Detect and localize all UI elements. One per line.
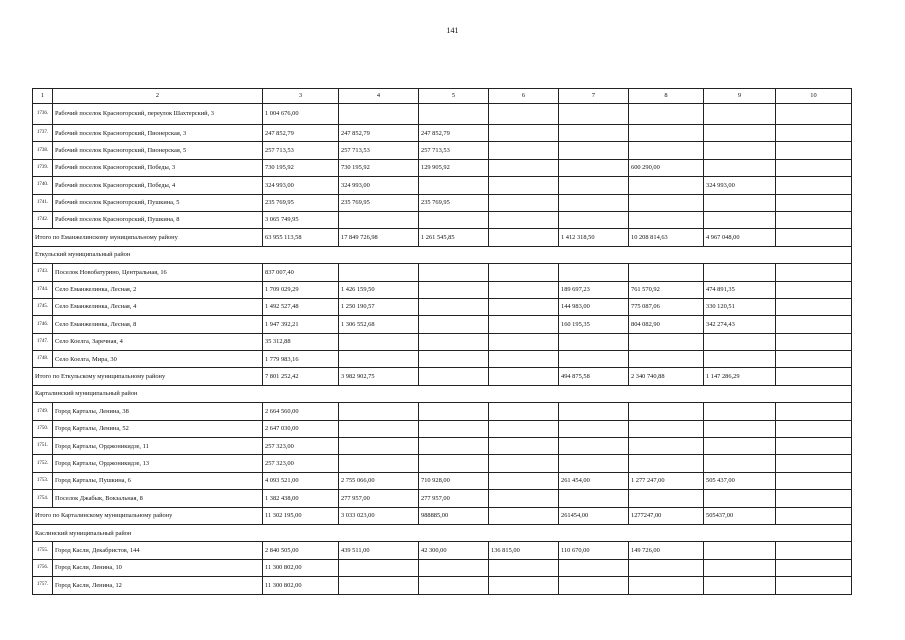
value-cell <box>704 420 776 437</box>
table-row <box>33 403 852 420</box>
table-row <box>33 142 852 159</box>
value-cell: 439 511,00 <box>339 542 419 559</box>
header-cell: 7 <box>559 89 629 104</box>
total-value-cell: 1 147 286,29 <box>704 368 776 385</box>
header-cell: 6 <box>489 89 559 104</box>
value-cell <box>704 559 776 576</box>
header-cell: 4 <box>339 89 419 104</box>
value-cell <box>559 177 629 194</box>
value-cell <box>339 455 419 472</box>
value-cell <box>489 159 559 176</box>
value-cell <box>489 281 559 298</box>
total-value-cell: 494 875,58 <box>559 368 629 385</box>
address-cell: Село Коелга, Мира, 30 <box>53 351 263 368</box>
value-cell: 257 713,53 <box>339 142 419 159</box>
value-cell <box>704 403 776 420</box>
value-cell <box>419 559 489 576</box>
value-cell <box>776 142 852 159</box>
table-row <box>33 542 852 559</box>
value-cell: 247 852,79 <box>419 125 489 142</box>
value-cell <box>339 104 419 125</box>
value-cell: 804 082,90 <box>629 316 704 333</box>
header-cell: 1 <box>33 89 53 104</box>
value-cell: 600 290,00 <box>629 159 704 176</box>
value-cell: 11 300 802,00 <box>263 559 339 576</box>
address-cell: Рабочий поселок Красногорский, переулок Шахтерский, 3 <box>53 104 263 125</box>
value-cell <box>629 125 704 142</box>
table-row <box>33 420 852 437</box>
total-value-cell: 505437,00 <box>704 507 776 524</box>
value-cell: 1 004 676,00 <box>263 104 339 125</box>
value-cell <box>489 316 559 333</box>
value-cell <box>704 455 776 472</box>
value-cell: 730 195,92 <box>263 159 339 176</box>
total-value-cell: 1277247,00 <box>629 507 704 524</box>
value-cell <box>559 159 629 176</box>
value-cell <box>489 194 559 211</box>
value-cell <box>776 351 852 368</box>
section-title: Карталинский муниципальный район <box>33 385 852 402</box>
value-cell: 2 840 505,00 <box>263 542 339 559</box>
value-cell: 324 993,00 <box>704 177 776 194</box>
table-row <box>33 577 852 594</box>
table-row <box>33 351 852 368</box>
row-number: 1736. <box>33 104 53 125</box>
value-cell <box>704 142 776 159</box>
value-cell <box>339 577 419 594</box>
value-cell: 2 647 030,00 <box>263 420 339 437</box>
header-row <box>33 89 852 104</box>
total-value-cell <box>419 368 489 385</box>
row-number: 1747. <box>33 333 53 350</box>
value-cell: 4 093 521,00 <box>263 472 339 489</box>
value-cell: 235 769,95 <box>339 194 419 211</box>
row-number: 1757. <box>33 577 53 594</box>
value-cell <box>419 420 489 437</box>
section-row <box>33 246 852 263</box>
value-cell <box>629 351 704 368</box>
table-row <box>33 455 852 472</box>
value-cell <box>776 333 852 350</box>
total-label: Итого по Карталинскому муниципальному району <box>33 507 263 524</box>
row-number: 1751. <box>33 438 53 455</box>
value-cell <box>489 559 559 576</box>
table-body <box>33 89 852 595</box>
total-value-cell: 10 208 814,63 <box>629 229 704 246</box>
section-title: Каслинский муниципальный район <box>33 524 852 541</box>
address-cell: Рабочий поселок Красногорский, Пушкина, 8 <box>53 211 263 228</box>
total-value-cell: 261454,00 <box>559 507 629 524</box>
value-cell: 247 852,79 <box>263 125 339 142</box>
value-cell <box>489 125 559 142</box>
value-cell <box>489 104 559 125</box>
row-number: 1742. <box>33 211 53 228</box>
value-cell <box>629 211 704 228</box>
value-cell: 235 769,95 <box>263 194 339 211</box>
value-cell <box>776 438 852 455</box>
address-cell: Село Коелга, Заречная, 4 <box>53 333 263 350</box>
address-cell: Село Еманжелинка, Лесная, 8 <box>53 316 263 333</box>
row-number: 1744. <box>33 281 53 298</box>
header-cell: 5 <box>419 89 489 104</box>
budget-table <box>32 88 852 595</box>
value-cell: 324 993,00 <box>263 177 339 194</box>
row-number: 1738. <box>33 142 53 159</box>
value-cell: 474 891,35 <box>704 281 776 298</box>
header-cell: 8 <box>629 89 704 104</box>
value-cell <box>489 490 559 507</box>
table-row <box>33 281 852 298</box>
value-cell <box>419 316 489 333</box>
row-number: 1750. <box>33 420 53 437</box>
value-cell <box>489 455 559 472</box>
value-cell <box>559 438 629 455</box>
value-cell <box>704 542 776 559</box>
value-cell <box>559 194 629 211</box>
value-cell <box>489 403 559 420</box>
value-cell: 257 713,53 <box>263 142 339 159</box>
address-cell: Город Карталы, Ленина, 52 <box>53 420 263 437</box>
value-cell <box>704 490 776 507</box>
row-number: 1749. <box>33 403 53 420</box>
table-row <box>33 125 852 142</box>
value-cell: 277 957,00 <box>419 490 489 507</box>
value-cell <box>776 420 852 437</box>
value-cell: 42 300,00 <box>419 542 489 559</box>
total-value-cell: 7 801 252,42 <box>263 368 339 385</box>
row-number: 1756. <box>33 559 53 576</box>
value-cell <box>629 490 704 507</box>
value-cell <box>776 194 852 211</box>
value-cell: 257 713,53 <box>419 142 489 159</box>
value-cell <box>776 490 852 507</box>
value-cell: 11 300 802,00 <box>263 577 339 594</box>
value-cell <box>776 577 852 594</box>
total-value-cell: 17 849 726,98 <box>339 229 419 246</box>
value-cell <box>629 104 704 125</box>
value-cell: 1 277 247,00 <box>629 472 704 489</box>
value-cell: 149 726,00 <box>629 542 704 559</box>
table-row <box>33 159 852 176</box>
value-cell <box>419 298 489 315</box>
value-cell <box>559 351 629 368</box>
total-label: Итого по Еткульскому муниципальному району <box>33 368 263 385</box>
total-value-cell: 988885,00 <box>419 507 489 524</box>
value-cell <box>629 264 704 281</box>
row-number: 1752. <box>33 455 53 472</box>
table-row <box>33 194 852 211</box>
row-number: 1745. <box>33 298 53 315</box>
value-cell: 1 426 159,50 <box>339 281 419 298</box>
total-value-cell <box>776 507 852 524</box>
value-cell <box>559 264 629 281</box>
value-cell <box>776 298 852 315</box>
table-row <box>33 211 852 228</box>
value-cell <box>776 455 852 472</box>
address-cell: Рабочий поселок Красногорский, Победы, 4 <box>53 177 263 194</box>
value-cell: 144 983,00 <box>559 298 629 315</box>
total-value-cell <box>489 229 559 246</box>
value-cell <box>629 403 704 420</box>
total-row <box>33 507 852 524</box>
value-cell: 837 007,40 <box>263 264 339 281</box>
value-cell: 761 570,92 <box>629 281 704 298</box>
section-row <box>33 385 852 402</box>
total-value-cell: 4 967 048,00 <box>704 229 776 246</box>
value-cell: 257 323,00 <box>263 438 339 455</box>
value-cell: 129 905,92 <box>419 159 489 176</box>
table-row <box>33 316 852 333</box>
value-cell <box>559 142 629 159</box>
value-cell <box>629 559 704 576</box>
address-cell: Рабочий поселок Красногорский, Пионерская, 5 <box>53 142 263 159</box>
value-cell: 710 928,00 <box>419 472 489 489</box>
value-cell: 1 382 438,00 <box>263 490 339 507</box>
value-cell <box>704 264 776 281</box>
header-cell: 2 <box>53 89 263 104</box>
value-cell <box>776 125 852 142</box>
value-cell <box>489 333 559 350</box>
table-row <box>33 298 852 315</box>
value-cell: 1 306 552,68 <box>339 316 419 333</box>
address-cell: Город Карталы, Орджоникидзе, 13 <box>53 455 263 472</box>
value-cell: 3 065 749,95 <box>263 211 339 228</box>
value-cell <box>704 333 776 350</box>
total-value-cell: 2 340 740,88 <box>629 368 704 385</box>
value-cell <box>339 559 419 576</box>
value-cell <box>339 333 419 350</box>
total-value-cell <box>776 368 852 385</box>
value-cell <box>339 351 419 368</box>
value-cell <box>419 177 489 194</box>
table-row <box>33 333 852 350</box>
row-number: 1753. <box>33 472 53 489</box>
header-cell: 10 <box>776 89 852 104</box>
value-cell: 257 323,00 <box>263 455 339 472</box>
value-cell: 235 769,95 <box>419 194 489 211</box>
value-cell <box>489 472 559 489</box>
section-title: Еткульский муниципальный район <box>33 246 852 263</box>
value-cell <box>776 559 852 576</box>
row-number: 1740. <box>33 177 53 194</box>
value-cell: 1 947 392,21 <box>263 316 339 333</box>
value-cell <box>489 577 559 594</box>
value-cell <box>419 333 489 350</box>
total-value-cell: 3 033 023,00 <box>339 507 419 524</box>
value-cell <box>629 420 704 437</box>
value-cell <box>704 577 776 594</box>
value-cell: 1 709 029,29 <box>263 281 339 298</box>
value-cell <box>704 438 776 455</box>
value-cell <box>629 333 704 350</box>
value-cell: 2 755 066,00 <box>339 472 419 489</box>
value-cell <box>704 104 776 125</box>
value-cell: 1 250 190,57 <box>339 298 419 315</box>
value-cell <box>489 142 559 159</box>
value-cell <box>776 159 852 176</box>
value-cell <box>704 125 776 142</box>
address-cell: Рабочий поселок Красногорский, Пушкина, 5 <box>53 194 263 211</box>
table-row <box>33 438 852 455</box>
value-cell <box>489 298 559 315</box>
value-cell <box>776 403 852 420</box>
address-cell: Поселок Новобатурино, Центральная, 16 <box>53 264 263 281</box>
value-cell <box>419 577 489 594</box>
value-cell <box>489 264 559 281</box>
value-cell: 1 492 527,48 <box>263 298 339 315</box>
value-cell: 342 274,43 <box>704 316 776 333</box>
total-value-cell: 63 955 113,58 <box>263 229 339 246</box>
value-cell <box>776 104 852 125</box>
value-cell <box>489 177 559 194</box>
table-row <box>33 264 852 281</box>
address-cell: Город Касли, Ленина, 10 <box>53 559 263 576</box>
value-cell <box>559 490 629 507</box>
value-cell <box>489 351 559 368</box>
value-cell: 1 779 983,16 <box>263 351 339 368</box>
total-value-cell <box>489 368 559 385</box>
value-cell: 324 993,00 <box>339 177 419 194</box>
value-cell <box>419 281 489 298</box>
address-cell: Город Касли, Ленина, 12 <box>53 577 263 594</box>
value-cell <box>339 264 419 281</box>
address-cell: Город Карталы, Орджоникидзе, 11 <box>53 438 263 455</box>
section-row <box>33 524 852 541</box>
value-cell: 110 670,00 <box>559 542 629 559</box>
total-value-cell <box>776 229 852 246</box>
total-row <box>33 368 852 385</box>
value-cell: 189 697,23 <box>559 281 629 298</box>
value-cell <box>419 403 489 420</box>
value-cell <box>776 472 852 489</box>
value-cell <box>629 455 704 472</box>
value-cell <box>776 177 852 194</box>
value-cell <box>559 420 629 437</box>
value-cell <box>489 211 559 228</box>
value-cell <box>776 542 852 559</box>
value-cell <box>419 455 489 472</box>
value-cell <box>776 264 852 281</box>
total-label: Итого по Еманжелинскому муниципальному району <box>33 229 263 246</box>
value-cell <box>629 194 704 211</box>
value-cell <box>339 438 419 455</box>
table-row <box>33 559 852 576</box>
total-value-cell: 1 412 318,50 <box>559 229 629 246</box>
value-cell: 261 454,00 <box>559 472 629 489</box>
table-row <box>33 490 852 507</box>
total-value-cell: 11 302 195,00 <box>263 507 339 524</box>
value-cell <box>559 211 629 228</box>
value-cell <box>559 559 629 576</box>
total-value-cell <box>489 507 559 524</box>
value-cell <box>704 211 776 228</box>
value-cell: 775 087,06 <box>629 298 704 315</box>
value-cell <box>419 351 489 368</box>
value-cell <box>704 351 776 368</box>
row-number: 1741. <box>33 194 53 211</box>
value-cell <box>419 211 489 228</box>
address-cell: Поселок Джабык, Вокзальная, 8 <box>53 490 263 507</box>
value-cell <box>339 403 419 420</box>
value-cell <box>776 281 852 298</box>
value-cell <box>339 211 419 228</box>
value-cell: 730 195,92 <box>339 159 419 176</box>
value-cell <box>559 125 629 142</box>
address-cell: Город Карталы, Пушкина, 6 <box>53 472 263 489</box>
value-cell <box>559 333 629 350</box>
value-cell <box>489 420 559 437</box>
value-cell: 136 815,00 <box>489 542 559 559</box>
value-cell <box>559 455 629 472</box>
row-number: 1737. <box>33 125 53 142</box>
total-value-cell: 3 982 902,75 <box>339 368 419 385</box>
value-cell: 247 852,79 <box>339 125 419 142</box>
value-cell <box>419 264 489 281</box>
value-cell <box>629 438 704 455</box>
value-cell <box>489 438 559 455</box>
table-row <box>33 104 852 125</box>
row-number: 1746. <box>33 316 53 333</box>
address-cell: Село Еманжелинка, Лесная, 2 <box>53 281 263 298</box>
address-cell: Село Еманжелинка, Лесная, 4 <box>53 298 263 315</box>
value-cell: 277 957,00 <box>339 490 419 507</box>
value-cell <box>339 420 419 437</box>
row-number: 1755. <box>33 542 53 559</box>
table-row <box>33 177 852 194</box>
value-cell <box>704 159 776 176</box>
value-cell <box>559 577 629 594</box>
header-cell: 9 <box>704 89 776 104</box>
address-cell: Город Касли, Декабристов, 144 <box>53 542 263 559</box>
address-cell: Рабочий поселок Красногорский, Победы, 3 <box>53 159 263 176</box>
value-cell <box>419 438 489 455</box>
table-row <box>33 472 852 489</box>
value-cell <box>704 194 776 211</box>
value-cell <box>559 104 629 125</box>
value-cell <box>629 577 704 594</box>
address-cell: Город Карталы, Ленина, 38 <box>53 403 263 420</box>
value-cell: 35 312,88 <box>263 333 339 350</box>
total-row <box>33 229 852 246</box>
value-cell: 2 664 560,00 <box>263 403 339 420</box>
value-cell <box>629 177 704 194</box>
value-cell <box>629 142 704 159</box>
address-cell: Рабочий поселок Красногорский, Пионерская, 3 <box>53 125 263 142</box>
row-number: 1739. <box>33 159 53 176</box>
value-cell <box>559 403 629 420</box>
row-number: 1743. <box>33 264 53 281</box>
value-cell: 505 437,00 <box>704 472 776 489</box>
header-cell: 3 <box>263 89 339 104</box>
total-value-cell: 1 261 545,85 <box>419 229 489 246</box>
value-cell <box>776 211 852 228</box>
value-cell <box>776 316 852 333</box>
value-cell: 160 195,35 <box>559 316 629 333</box>
value-cell <box>419 104 489 125</box>
row-number: 1754. <box>33 490 53 507</box>
row-number: 1748. <box>33 351 53 368</box>
value-cell: 330 120,51 <box>704 298 776 315</box>
page-number: 141 <box>446 26 459 35</box>
